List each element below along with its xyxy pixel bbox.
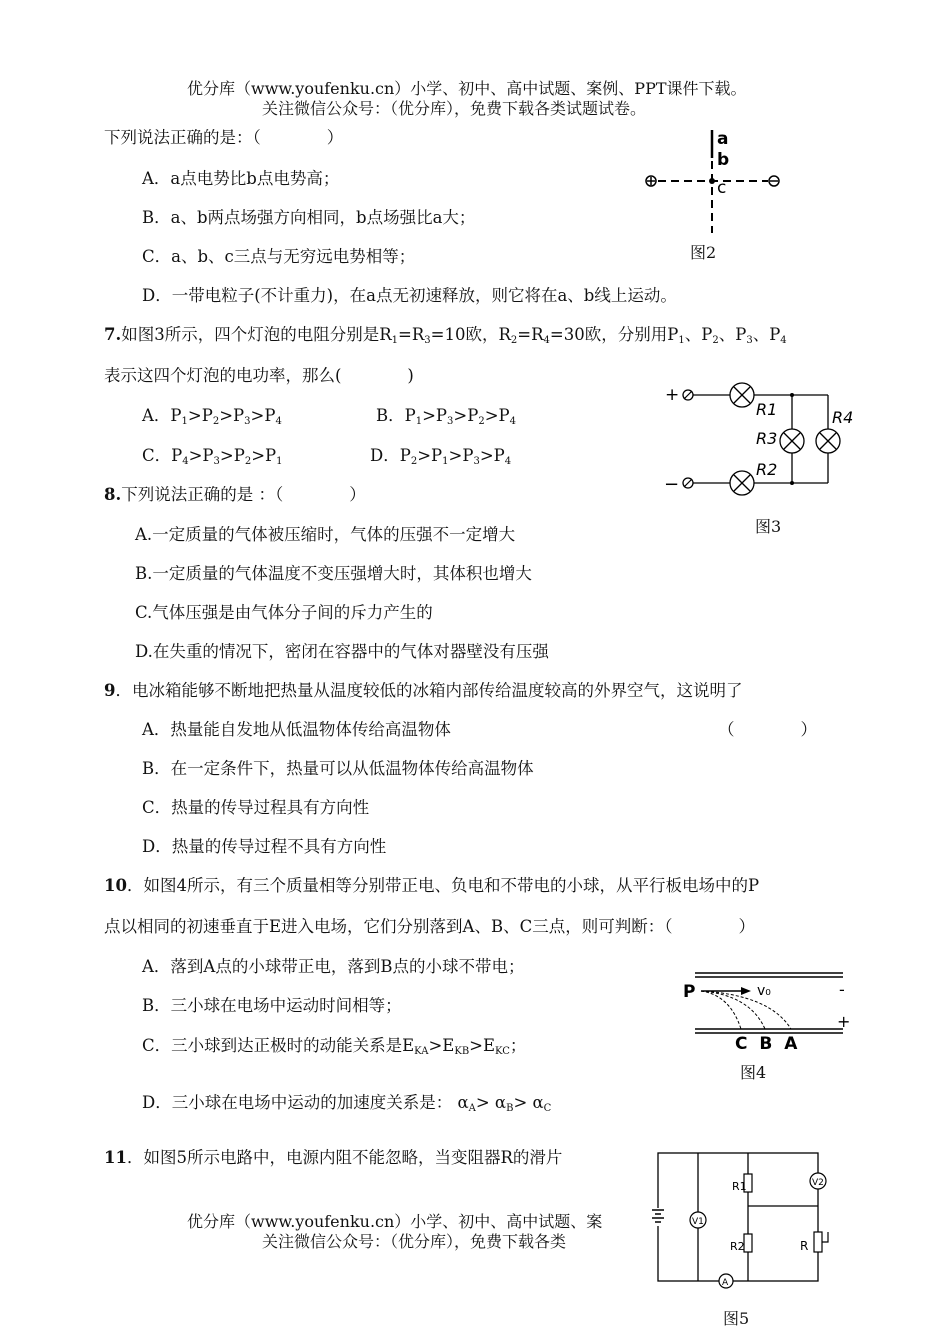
q7-stem-line-1: 7.如图3所示，四个灯泡的电阻分别是$R_1=R_3=10$欧，$R_2=R_4=30$欧，分别用$P_1$、$P_2$、$P_3$、$P_4$ [104,325,787,346]
q10-stem-line-1 [104,876,759,896]
q8-option-a: A.一定质量的气体被压缩时，气体的压强不一定增大 [135,525,516,544]
fig4-plus-label: + [837,1012,851,1031]
q10-option-c: C．三小球到达正极时的动能关系是$E_{KA}>E_{KB}>E_{KC}$； [142,1036,527,1057]
lamp-r1-icon [730,383,754,407]
q8-number: 8. [104,485,122,504]
q11-stem [104,1148,562,1168]
q6-option-b: B．a、b两点场强方向相同，b点场强比a大； [142,208,476,227]
q8-option-c: C.气体压强是由气体分子间的斥力产生的 [135,603,433,622]
fig5-label-v1: V1 [692,1217,704,1227]
q7-option-b: B．$P_1>P_3>P_2>P_4$ [376,406,517,427]
header-line-2: 关注微信公众号：（优分库），免费下载各类试题试卷。 [262,99,647,118]
fig3-plus-terminal: + [665,385,680,405]
fig4-label-p: P [683,982,696,1002]
figure-4-caption: 图4 [740,1063,767,1082]
q6-option-c: C．a、b、c三点与无穷远电势相等； [142,247,416,266]
q9-option-a: A．热量能自发地从低温物体传给高温物体 [142,720,451,739]
q9-number: 9 [104,681,116,700]
q7-option-c: C．$P_4>P_3>P_2>P_1$ [142,446,283,467]
fig4-minus-label: - [839,980,845,999]
q10-number: 10 [104,876,127,895]
lamp-r2-icon [730,471,754,495]
q9-stem-text: ．电冰箱能够不断地把热量从温度较低的冰箱内部传给温度较高的外界空气，这说明了 [115,681,743,700]
fig3-minus-terminal: − [664,474,680,495]
figure-5-circuit [650,1148,880,1288]
figure-4-parallel-plates [675,965,865,1055]
lamp-r4-icon [816,429,840,453]
q10-stem-text: ．如图4所示，有三个质量相等分别带正电、负电和不带电的小球，从平行板电场中的P [126,876,760,895]
q10-option-b: B．三小球在电场中运动时间相等； [142,996,402,1015]
q9-option-b: B．在一定条件下，热量可以从低温物体传给高温物体 [142,759,534,778]
fig3-label-r4: R4 [832,408,854,427]
q8-stem [104,485,366,505]
fig2-label-c: c [717,178,727,198]
fig2-label-a: a [717,129,729,149]
fig3-label-r1: R1 [756,400,778,419]
fig4-label-v0: v₀ [757,983,771,999]
q7-stem-line-2: 表示这四个灯泡的电功率，那么( ) [104,366,414,385]
q9-answer-paren: （ ） [718,720,817,739]
figure-2-diagram [640,125,790,235]
q11-number: 11 [104,1148,127,1167]
q6-option-d: D．一带电粒子(不计重力)，在a点无初速释放，则它将在a、b线上运动。 [142,286,677,305]
fig5-label-r2: R2 [730,1240,745,1253]
q10-option-d: D．三小球在电场中运动的加速度关系是： $\alpha_A> \alpha_B> \alpha_C$ [142,1093,552,1114]
fig5-label-a: A [722,1278,729,1288]
fig5-label-r1: R1 [732,1180,747,1193]
lamp-r3-icon [780,429,804,453]
fig4-landing-points: C B A [735,1034,801,1054]
q9-stem [104,681,742,701]
footer-line-1: 优分库（www.youfenku.cn）小学、初中、高中试题、案 [187,1212,603,1231]
header-line-1: 优分库（www.youfenku.cn）小学、初中、高中试题、案例、PPT课件下载。 [187,79,747,98]
figure-3-caption: 图3 [755,517,782,536]
footer-line-2: 关注微信公众号：（优分库），免费下载各类 [262,1232,567,1251]
figure-5-caption: 图5 [723,1309,750,1328]
q7-option-a: A．$P_1>P_2>P_3>P_4$ [142,406,282,427]
q11-stem-text: ．如图5所示电路中，电源内阻不能忽略，当变阻器R的滑片 [126,1148,563,1167]
q6-stem: 下列说法正确的是：（ ） [104,128,344,147]
figure-2-caption: 图2 [690,243,717,262]
rheostat-r-icon [814,1232,822,1252]
q7-option-d: D．$P_2>P_1>P_3>P_4$ [370,446,512,467]
point-c-dot [709,178,715,184]
q6-option-a: A．a点电势比b点电势高； [142,169,340,188]
fig2-label-b: b [717,150,730,170]
q10-stem-line-2: 点以相同的初速垂直于E进入电场，它们分别落到A、B、C三点，则可判断：（ ） [104,917,755,936]
fig5-label-r: R [800,1239,809,1253]
resistor-r2-icon [744,1234,752,1252]
q10-option-a: A．落到A点的小球带正电，落到B点的小球不带电； [142,957,525,976]
q8-option-d: D.在失重的情况下，密闭在容器中的气体对器壁没有压强 [135,642,549,661]
q8-option-b: B.一定质量的气体温度不变压强增大时，其体积也增大 [135,564,532,583]
q8-stem-text: 下列说法正确的是 ：（ ） [121,485,366,504]
figure-3-circuit [660,375,870,500]
fig3-label-r3: R3 [756,429,778,448]
fig5-label-v2: V2 [812,1178,824,1188]
fig3-label-r2: R2 [756,460,778,479]
q9-option-c: C．热量的传导过程具有方向性 [142,798,370,817]
q9-option-d: D．热量的传导过程不具有方向性 [142,837,387,856]
q7-number: 7. [104,325,122,344]
velocity-arrow-icon [741,987,751,995]
